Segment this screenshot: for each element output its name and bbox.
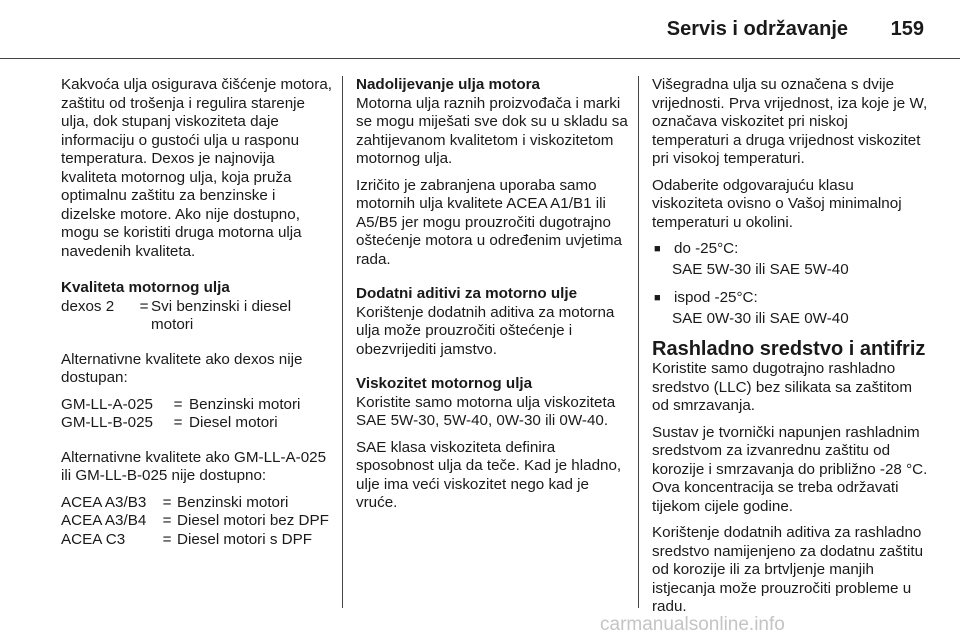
def-desc: Benzinski motori — [189, 395, 301, 413]
bullet-square-icon: ■ — [654, 243, 661, 255]
topping-paragraph-2: Izričito je zabranjena uporaba samo motornih ulja kvalitete ACEA A1/B1 ili A5/B5 jer mogu prouzročiti dugotrajno oštećenje motora u određenim uvjetima rada. — [356, 176, 622, 268]
bullet-item — [652, 289, 928, 308]
bullet-label: ispod -25°C: — [674, 289, 758, 306]
def-term: GM-LL-A-025 — [61, 395, 154, 413]
watermark: carmanualsonline.info — [600, 614, 785, 635]
alt-dexos-paragraph: Alternativne kvalitete ako dexos nije dostupan: — [61, 350, 303, 386]
gm-table — [61, 396, 333, 433]
bullet-value: SAE 0W-30 ili SAE 0W-40 — [672, 309, 849, 327]
column-2 — [356, 76, 628, 521]
viscosity-heading: Viskozitet motornog ulja — [356, 375, 533, 392]
dexos-table — [61, 298, 333, 335]
def-equals: = — [162, 512, 172, 529]
column-1 — [61, 76, 333, 565]
select-viscosity-paragraph: Odaberite odgovarajuću klasu viskoziteta ovisno o Vašoj minimalnoj temperaturi u okolini. — [652, 176, 902, 231]
bullet-label: do -25°C: — [674, 240, 739, 257]
quality-heading: Kvaliteta motornog ulja — [61, 279, 230, 296]
coolant-heading: Rashladno sredstvo i antifriz — [652, 338, 926, 360]
bullet-value: SAE 5W-30 ili SAE 5W-40 — [672, 260, 849, 278]
def-equals: = — [173, 395, 183, 413]
acea-table — [61, 494, 333, 550]
viscosity-paragraph-1: Koristite samo motorna ulja viskoziteta SAE 5W-30, 5W-40, 0W-30 ili 0W-40. — [356, 393, 616, 429]
column-divider-1 — [342, 76, 343, 608]
bullet-item — [652, 240, 928, 259]
alt-gm-paragraph: Alternativne kvalitete ako GM-LL-A-025 ili GM-LL-B-025 nije dostupno: — [61, 448, 327, 484]
column-3 — [652, 76, 928, 625]
def-desc: Diesel motori s DPF — [177, 530, 313, 548]
def-desc: Diesel motori bez DPF — [177, 512, 329, 529]
def-equals: = — [173, 414, 183, 431]
def-term: GM-LL-B-025 — [61, 414, 154, 431]
additives-paragraph: Korištenje dodatnih aditiva za motorna ulja može prouzročiti oštećenje i obezvrijediti jamstvo. — [356, 303, 615, 358]
intro-paragraph: Kakvoća ulja osigurava čišćenje motora, zaštitu od trošenja i regulira starenje ulja, dok stupanj viskoziteta daje informaciju o gustoći ulja u rasponu temperatura. Dexos je najnovija kvaliteta motornog ulja, koja pruža optimalnu zaštitu za benzinske i dizelske motore. Ako nije dostupno, mogu se koristiti druga motorna ulja navedenih kvaliteta. — [61, 76, 332, 260]
page-number: 159 — [890, 18, 924, 40]
def-term: ACEA A3/B4 — [61, 512, 147, 529]
column-divider-2 — [638, 76, 639, 608]
def-desc: Diesel motori — [189, 414, 278, 431]
additives-heading: Dodatni aditivi za motorno ulje — [356, 285, 578, 302]
def-desc: Svi benzinski i diesel motori — [151, 297, 292, 333]
def-term: dexos 2 — [61, 297, 115, 315]
coolant-paragraph-3: Korištenje dodatnih aditiva za rashladno sredstvo namijenjeno za dodatnu zaštitu od korozije ili za brtvljenje manjih istjecanja može prouzročiti probleme u radu. — [652, 524, 924, 615]
def-equals: = — [162, 530, 172, 548]
topping-paragraph-1: Motorna ulja raznih proizvođača i marki se mogu miješati sve dok su u skladu sa zahtijevanom kvalitetom i viskozitetom motornog ulja. — [356, 94, 628, 167]
page-title: Servis i održavanje — [666, 18, 848, 40]
multigrade-paragraph: Višegradna ulja su označena s dvije vrijednosti. Prva vrijednost, iza koje je W, označava viskozitet pri niskoj temperaturi a druga vrijednost viskozitet pri visokoj temperaturi. — [652, 76, 928, 167]
def-term: ACEA C3 — [61, 530, 126, 548]
topping-heading: Nadolijevanje ulja motora — [356, 76, 540, 93]
def-equals: = — [162, 493, 172, 511]
coolant-paragraph-2: Sustav je tvornički napunjen rashladnim sredstvom za izvanrednu zaštitu od korozije i smrzavanja do približno -28 °C. Ova koncentracija se treba održavati tijekom cijele godine. — [652, 423, 928, 515]
header-divider — [0, 58, 960, 59]
coolant-paragraph-1: Koristite samo dugotrajno rashladno sredstvo (LLC) bez silikata sa zaštitom od smrzavanja. — [652, 360, 912, 414]
def-desc: Benzinski motori — [177, 493, 289, 511]
def-equals: = — [139, 297, 149, 315]
def-term: ACEA A3/B3 — [61, 493, 147, 511]
bullet-square-icon: ■ — [654, 292, 661, 304]
viscosity-paragraph-2: SAE klasa viskoziteta definira sposobnost ulja da teče. Kad je hladno, ulje ima veći viskozitet nego kad je vruće. — [356, 438, 622, 511]
